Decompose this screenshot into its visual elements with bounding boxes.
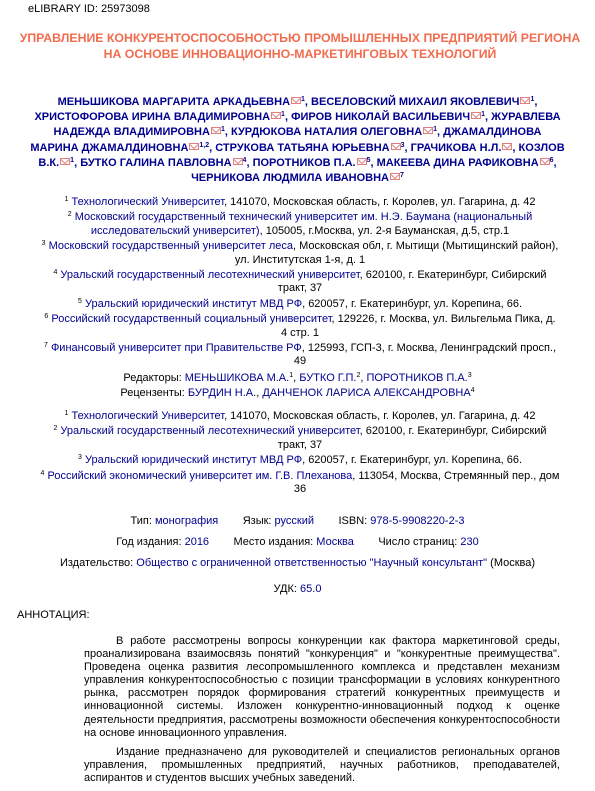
type-label: Тип: [130, 515, 152, 527]
author-link[interactable]: КОЗЛОВ В.К. [38, 141, 565, 169]
type-value: монография [154, 515, 219, 527]
affiliation-sup: 3 [77, 454, 82, 462]
elibrary-id: eLIBRARY ID: 25973098 [28, 3, 150, 15]
person-sup: 4 [470, 387, 475, 394]
author-link[interactable]: ЖУРАВЛЕВА НАДЕЖДА ВЛАДИМИРОВНА [53, 111, 561, 139]
mail-icon[interactable] [233, 158, 243, 165]
affiliation-org-link[interactable]: Финансовый университет при Правительстве РФ [50, 342, 302, 355]
udk-label: УДК: [273, 583, 297, 595]
author-sup: 4 [242, 156, 247, 164]
mail-icon[interactable] [60, 158, 70, 165]
person-link[interactable]: БУРДИН Н.А. [187, 387, 257, 399]
authors-list: МЕНЬШИКОВА МАРГАРИТА АРКАДЬЕВНА $^1$, ВЕСЕЛОВСКИЙ МИХАИЛ ЯКОВЛЕВИЧ $^1$, ХРИСТОФОРОВА ИРИНА ВЛАДИМИРОВНА $^1$, ФИРОВ НИКОЛАЙ ВАСИЛЬЕВИЧ $^1$, ЖУРАВЛЕВА НАДЕЖДА ВЛАДИМИРОВНА $^1$, КУРДЮКОВА НАТАЛИЯ ОЛЕГОВНА $^1$, ДЖАМАЛДИНОВА МАРИНА ДЖАМАЛДИНОВНА $^{1,2}$, СТРУКОВА ТАТЬЯНА ЮРЬЕВНА $^3$, ГРАЧИКОВА Н.Л. , КОЗЛОВ В.К. $^1$, БУТКО ГАЛИНА ПАВЛОВНА $^4$, ПОРОТНИКОВ П.А. $^5$, МАКЕЕВА ДИНА РАФИКОВНА $^6$, ЧЕРНИКОВА ЛЮДМИЛА ИВАНОВНА $^7$ [30, 96, 565, 185]
lang-value: русский [274, 515, 315, 527]
mail-icon[interactable] [291, 97, 301, 104]
author-sup: 1 [530, 96, 535, 103]
affiliations-list [40, 196, 560, 371]
affiliation-org-link[interactable]: Технологический Университет [71, 196, 225, 208]
publisher-city: (Москва) [487, 557, 536, 569]
pages-value: 230 [460, 536, 479, 548]
author-link[interactable]: ВЕСЕЛОВСКИЙ МИХАИЛ ЯКОВЛЕВИЧ [311, 96, 520, 108]
affiliation-address: , 620057, г. Екатеринбург, ул. Корепина, 66. [302, 454, 523, 467]
affiliation-address: , Московская обл, г. Мытищи (Мытищинский район), ул. Институтская 1-я, д. 1 [234, 240, 559, 266]
annotation-paragraph-1: В работе рассмотрены вопросы конкуренции как фактора маркетинговой среды, проанализирована взаимосвязь понятий "конкуренция" и "конкурентные преимущества". Проведена оценка развития лесопромышленного комплекса и представлен механизм управления конкурентоспособностью с позиции трансформации в условиях конкурентного рынка, рассмотрен порядок формирования стратегий конкурентных преимуществ и инновационной системы. Изложен конкурентно-инновационный подход к оценке деятельности предприятия, рассмотрены возможности обеспечения конкурентоспособности на основе инновационного управления. [84, 635, 560, 739]
mail-icon[interactable] [502, 143, 512, 150]
affiliation-address: , 129226, г. Москва, ул. Вильгельма Пика, д. 4 стр. 1 [280, 313, 556, 339]
mail-icon[interactable] [471, 112, 481, 119]
author-link[interactable]: МАКЕЕВА ДИНА РАФИКОВНА [376, 156, 539, 169]
mail-icon[interactable] [357, 158, 367, 165]
isbn-label: ISBN: [338, 515, 368, 527]
author-sup: 1 [481, 111, 485, 119]
meta-line-3 [0, 556, 595, 571]
annotation-paragraph-2: Издание предназначено для руководителей и специалистов региональных органов управления, промышленных предприятий, научных работников, преподавателей, аспирантов и студентов высших учебных заведений. [84, 745, 560, 784]
affiliation-item [40, 470, 560, 497]
author-link[interactable]: ПОРОТНИКОВ П.А. [252, 156, 356, 169]
affiliation-org-link[interactable]: Уральский государственный лесотехнический университет [60, 425, 360, 438]
affiliation-sup: 4 [40, 469, 45, 477]
author-sup: 1 [301, 96, 305, 103]
affiliation-address: , 620100, г. Екатеринбург, Сибирский тракт, 37 [277, 425, 547, 451]
pages-label: Число страниц: [378, 536, 458, 548]
affiliation-address: , 141070, Московская область, г. Королев, ул. Гагарина, д. 42 [224, 196, 536, 208]
author-link[interactable]: ДЖАМАЛДИНОВА МАРИНА ДЖАМАЛДИНОВНА [30, 126, 542, 154]
affiliation-org-link[interactable]: Российский государственный социальный университет [51, 313, 332, 326]
author-link[interactable]: МЕНЬШИКОВА МАРГАРИТА АРКАДЬЕВНА [57, 96, 291, 108]
place-value: Москва [316, 536, 354, 548]
affiliation-sup: 3 [41, 240, 46, 248]
affiliation-item [40, 269, 560, 296]
isbn-value: 978-5-9908220-2-3 [370, 515, 465, 527]
affiliation-address: , 141070, Московская область, г. Королев, ул. Гагарина, д. 42 [224, 410, 536, 422]
affiliation-item [40, 298, 560, 311]
person-sup: 3 [467, 372, 472, 379]
mail-icon[interactable] [540, 158, 550, 165]
author-link[interactable]: ФИРОВ НИКОЛАЙ ВАСИЛЬЕВИЧ [291, 111, 471, 124]
publisher-link[interactable]: Общество с ограниченной ответственностью "Научный консультант" [136, 557, 488, 569]
affiliation-org-link[interactable]: Уральский юридический институт МВД РФ [84, 454, 303, 467]
affiliation-item [40, 342, 560, 369]
author-link[interactable]: ЧЕРНИКОВА ЛЮДМИЛА ИВАНОВНА [191, 172, 389, 185]
author-sup: 5 [366, 156, 371, 164]
author-sup: 7 [400, 172, 404, 180]
author-sup: 1 [220, 126, 225, 134]
editors-line: Редакторы: МЕНЬШИКОВА М.А.$^1$, БУТКО Г.П.$^2$, ПОРОТНИКОВ П.А.$^3$ [123, 372, 472, 384]
person-sup: 2 [356, 372, 361, 379]
affiliation-sup: 4 [53, 269, 58, 277]
affiliation-sup: 7 [43, 342, 48, 350]
affiliation-item [40, 454, 560, 467]
year-value: 2016 [184, 536, 210, 548]
affiliation-address: , 125993, ГСП-3, г. Москва, Ленинградский просп., 49 [293, 342, 557, 368]
person-link[interactable]: МЕНЬШИКОВА М.А. [184, 372, 290, 384]
affiliation-org-link[interactable]: Московский государственный университет леса [48, 240, 293, 253]
affiliation-address: , 620057, г. Екатеринбург, ул. Корепина, 66. [302, 297, 523, 310]
person-link[interactable]: ПОРОТНИКОВ П.А. [366, 372, 468, 384]
year-label: Год издания: [116, 536, 182, 548]
place-label: Место издания: [233, 536, 314, 548]
mail-icon[interactable] [423, 127, 433, 134]
author-sup: 1 [281, 111, 285, 119]
mail-icon[interactable] [390, 173, 400, 180]
meta-line-2 [0, 535, 595, 550]
meta-line-4 [0, 582, 595, 597]
affiliation-item [40, 425, 560, 452]
affiliation-item [40, 211, 560, 238]
affiliation-org-link[interactable]: Технологический Университет [71, 410, 225, 422]
author-sup: 6 [549, 156, 554, 164]
reviewers-label: Рецензенты: [120, 387, 185, 399]
author-sup: 1 [70, 156, 75, 164]
author-sup: 3 [400, 141, 405, 149]
meta-line-1 [0, 514, 595, 529]
affiliation-item [40, 240, 560, 267]
udk-value: 65.0 [300, 583, 322, 595]
reviewers-line: Рецензенты: БУРДИН Н.А., ДАНЧЕНОК ЛАРИСА АЛЕКСАНДРОВНА$^4$ [120, 387, 475, 399]
person-sup: 1 [289, 372, 294, 379]
mail-icon[interactable] [271, 112, 281, 119]
affiliation-sup: 6 [44, 313, 49, 321]
affiliation-item [40, 196, 560, 209]
mail-icon[interactable] [189, 143, 199, 150]
mail-icon[interactable] [211, 127, 221, 134]
affiliation-sup: 1 [64, 410, 69, 417]
author-link[interactable]: БУТКО ГАЛИНА ПАВЛОВНА [80, 156, 232, 169]
editors-label: Редакторы: [123, 372, 182, 384]
publisher-label: Издательство: [59, 557, 134, 569]
person-link[interactable]: ДАНЧЕНОК ЛАРИСА АЛЕКСАНДРОВНА [262, 387, 471, 399]
author-link[interactable]: СТРУКОВА ТАТЬЯНА ЮРЬЕВНА [215, 141, 390, 154]
affiliation-sup: 5 [77, 297, 82, 305]
affiliation-sup: 2 [53, 425, 58, 433]
affiliation-item [40, 313, 560, 340]
mail-icon[interactable] [520, 97, 530, 104]
lang-label: Язык: [242, 515, 272, 527]
affiliation-org-link[interactable]: Московский государственный технический университет им. Н.Э. Баумана (национальный исследовательский университет) [74, 211, 533, 237]
annotation-body [84, 635, 560, 791]
affiliation-sup: 1 [64, 196, 69, 203]
affiliation-address: , 113054, Москва, Стремянный пер., дом 36 [293, 469, 560, 496]
affiliation-sup: 2 [67, 211, 72, 219]
annotation-heading: АННОТАЦИЯ: [17, 609, 90, 621]
page-title: УПРАВЛЕНИЕ КОНКУРЕНТОСПОСОБНОСТЬЮ ПРОМЫШЛЕННЫХ ПРЕДПРИЯТИЙ РЕГИОНА НА ОСНОВЕ ИННОВАЦИОННО-МАРКЕТИНГОВЫХ ТЕХНОЛОГИЙ [19, 31, 581, 61]
author-sup: 1 [433, 126, 438, 134]
affiliation-org-link[interactable]: Уральский государственный лесотехнический университет [60, 269, 360, 282]
affiliation-org-link[interactable]: Российский экономический университет им. Г.В. Плеханова [47, 469, 353, 482]
author-link[interactable]: ХРИСТОФОРОВА ИРИНА ВЛАДИМИРОВНА [34, 111, 271, 124]
affiliation-item [40, 410, 560, 423]
person-link[interactable]: БУТКО Г.П. [299, 372, 357, 384]
affiliations2-list [40, 410, 560, 498]
author-link[interactable]: ГРАЧИКОВА Н.Л. [410, 141, 502, 154]
affiliation-address: , 620100, г. Екатеринбург, Сибирский тракт, 37 [277, 269, 547, 295]
mail-icon[interactable] [391, 143, 401, 150]
affiliation-org-link[interactable]: Уральский юридический институт МВД РФ [84, 297, 303, 310]
author-sup: 1,2 [199, 141, 210, 149]
affiliation-address: , 105005, г.Москва, ул. 2-я Бауманская, д.5, стр.1 [259, 224, 510, 237]
author-link[interactable]: КУРДЮКОВА НАТАЛИЯ ОЛЕГОВНА [230, 126, 423, 139]
